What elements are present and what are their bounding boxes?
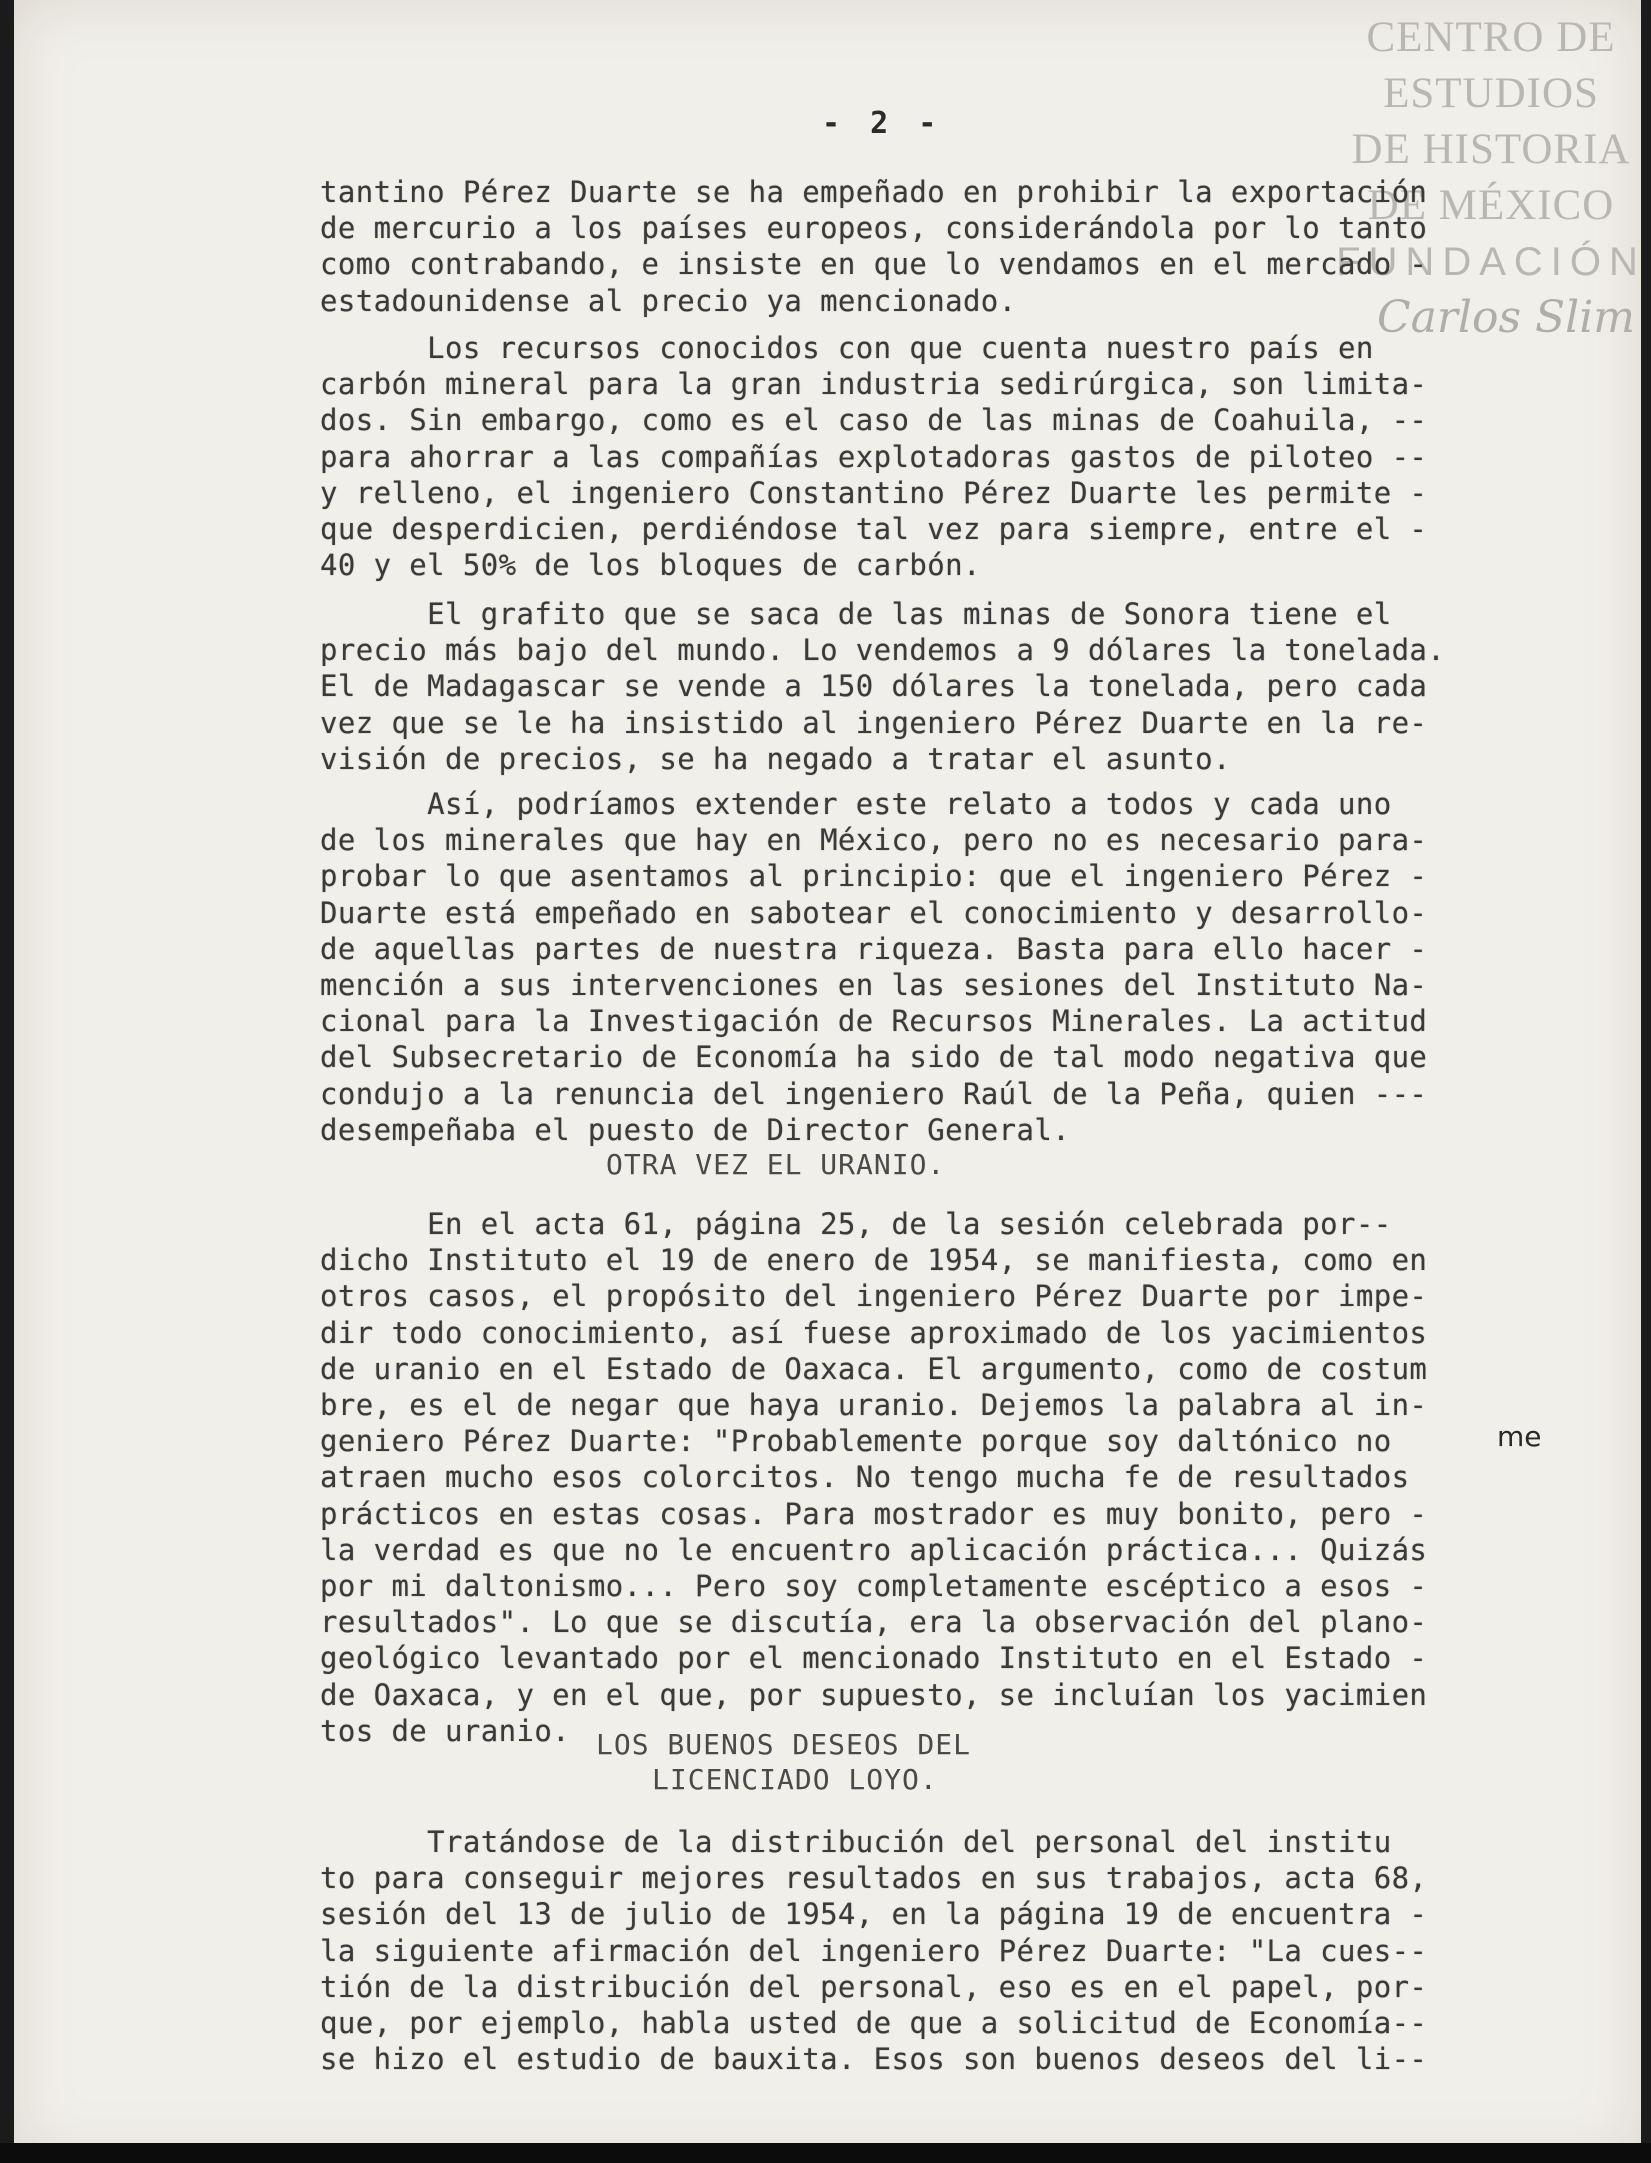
section-heading: LOS BUENOS DESEOS DEL [596,1728,972,1761]
paragraph: Los recursos conocidos con que cuenta nuestro país en carbón mineral para la gran industria sedirúrgica, son limita- dos. Sin embargo, como es el caso de las minas de Coahuila, -- para ahorrar a las compañías explotadoras gastos de piloteo -- y relleno, el ingeniero Constantino Pérez Duarte les permite - que desperdicien, perdiéndose tal vez para siempre, entre el - 40 y el 50% de los bloques de carbón. [320,331,1428,583]
watermark-line: ESTUDIOS [1383,70,1599,117]
handwritten-annotation: me [1497,1420,1542,1453]
paragraph: El grafito que se saca de las minas de Sonora tiene el precio más bajo del mundo. Lo vendemos a 9 dólares la tonelada. El de Madagascar se vende a 150 dólares la tonelada, pero cada vez que se le ha insistido al ingeniero Pérez Duarte en la re- visión de precios, se ha negado a tratar el asunto. [320,597,1446,776]
watermark-line: FUNDACIÓN [1336,240,1646,284]
paragraph: Tratándose de la distribución del personal del institu to para conseguir mejores resultados en sus trabajos, acta 68, sesión del 13 de julio de 1954, en la página 19 de encuentra - la siguiente afirmación del ingeniero Pérez Duarte: "La cues-- tión de la distribución del personal, eso es en el papel, por- que, por ejemplo, habla usted de que a solicitud de Economía-- se hizo el estudio de bauxita. Esos son buenos deseos del li-- [320,1825,1428,2077]
watermark-line: CENTRO DE [1366,14,1616,61]
section-heading: OTRA VEZ EL URANIO. [606,1148,946,1181]
watermark-line: DE MÉXICO [1367,182,1615,229]
paragraph: En el acta 61, página 25, de la sesión celebrada por-- dicho Instituto el 19 de enero de 1954, se manifiesta, como en otros casos, el propósito del ingeniero Pérez Duarte por impe- dir todo conocimiento, así fuese aproximado de los yacimientos de uranio en el Estado de Oaxaca. El argumento, como de costum bre, es el de negar que haya uranio. Dejemos la palabra al in- geniero Pérez Duarte: "Probablemente porque soy daltónico no atraen mucho esos colorcitos. No tengo mucha fe de resultados prácticos en estas cosas. Para mostrador es muy bonito, pero - la verdad es que no le encuentro aplicación práctica... Quizás por mi daltonismo... Pero soy completamente escéptico a esos - resultados". Lo que se discutía, era la observación del plano- geológico levantado por el mencionado Instituto en el Estado - de Oaxaca, y en el que, por supuesto, se incluían los yacimien tos de uranio. [320,1207,1428,1748]
section-heading: LICENCIADO LOYO. [652,1763,938,1796]
page-number: - 2 - [822,106,943,141]
watermark-signature: Carlos Slim [1376,292,1636,343]
scan-border [0,2143,1651,2163]
paragraph: Así, podríamos extender este relato a todos y cada uno de los minerales que hay en México, pero no es necesario para- probar lo que asentamos al principio: que el ingeniero Pérez - Duarte está empeñado en sabotear el conocimiento y desarrollo- de aquellas partes de nuestra riqueza. Basta para ello hacer - mención a sus intervenciones en las sesiones del Instituto Na- cional para la Investigación de Recursos Minerales. La actitud del Subsecretario de Economía ha sido de tal modo negativa que condujo a la renuncia del ingeniero Raúl de la Peña, quien --- desempeñaba el puesto de Director General. [320,787,1428,1147]
watermark-line: DE HISTORIA [1351,126,1631,173]
paragraph: tantino Pérez Duarte se ha empeñado en prohibir la exportación de mercurio a los países europeos, considerándola por lo tanto como contrabando, e insiste en que lo vendamos en el mercado - estadounidense al precio ya mencionado. [320,175,1428,318]
